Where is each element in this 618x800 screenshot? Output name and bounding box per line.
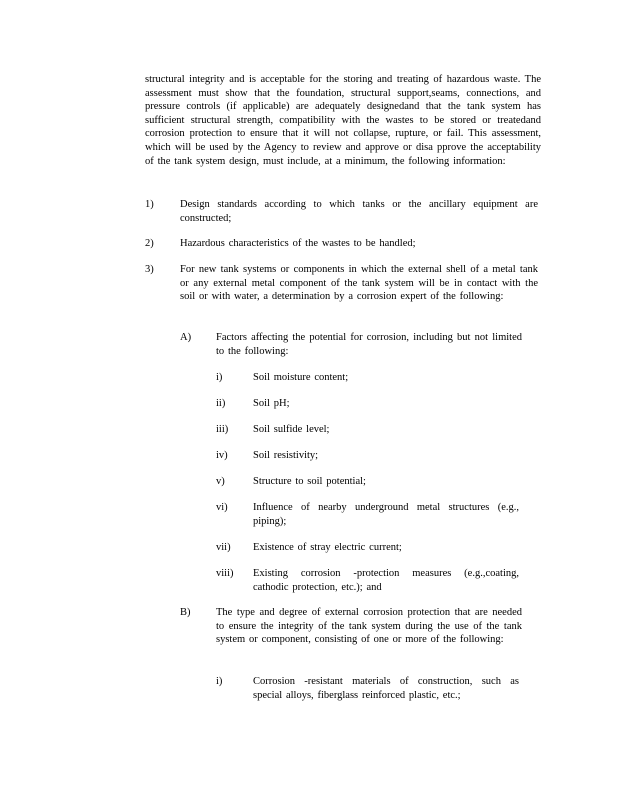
factor-vi-label: vi): [216, 502, 228, 513]
intro-paragraph: structural integrity and is acceptable for the storing and treating of hazardous waste. The assessment must show that the foundation, structural support,seams, connections, and pressure controls (if applicable) are adequately designedand that the tank system has sufficient structural strength, compatibility with the wastes to be stored or treatedand corrosion protection to ensure that it will not collapse, rupture, or fail. This assessment, which will be used by the Agency to review and approve or disa pprove the acceptability of the tank system design, must include, at a minimum, the following information:: [145, 74, 541, 167]
factor-iii-label: iii): [216, 424, 229, 435]
factor-i-label: i): [216, 372, 223, 383]
factor-viii-text: Existing corrosion -protection measures (e.g.,coating, cathodic protection, etc.); and: [253, 568, 519, 593]
factor-v-label: v): [216, 476, 225, 487]
factor-vii-label: vii): [216, 542, 231, 553]
factor-iv-label: iv): [216, 450, 228, 461]
item-2-label: 2): [145, 238, 154, 249]
item-3-label: 3): [145, 264, 154, 275]
item-3-text: For new tank systems or components in which the external shell of a metal tank or any external metal component of the tank system will be in contact with the soil or with water, a determination by a corrosion expert of the following:: [180, 264, 538, 303]
subitem-a-label: A): [180, 332, 192, 343]
factor-vi-text: Influence of nearby underground metal structures (e.g., piping);: [253, 502, 519, 527]
factor-ii-label: ii): [216, 398, 226, 409]
factor-iii-text: Soil sulfide level;: [253, 424, 330, 435]
protection-i-label: i): [216, 676, 223, 687]
factor-viii-label: viii): [216, 568, 234, 579]
factor-iv-text: Soil resistivity;: [253, 450, 319, 461]
item-1-text: Design standards according to which tanks or the ancillary equipment are constructed;: [180, 199, 538, 224]
factor-v-text: Structure to soil potential;: [253, 476, 366, 487]
subitem-b-label: B): [180, 607, 191, 618]
protection-i-text: Corrosion -resistant materials of construction, such as special alloys, fiberglass reinforced plastic, etc.;: [253, 676, 519, 701]
item-2-text: Hazardous characteristics of the wastes to be handled;: [180, 238, 416, 249]
subitem-b-text: The type and degree of external corrosion protection that are needed to ensure the integrity of the tank system during the use of the tank system or component, consisting of one or more of the following:: [216, 607, 522, 646]
item-1-label: 1): [145, 199, 154, 210]
factor-ii-text: Soil pH;: [253, 398, 290, 409]
factor-i-text: Soil moisture content;: [253, 372, 349, 383]
factor-vii-text: Existence of stray electric current;: [253, 542, 402, 553]
subitem-a-text: Factors affecting the potential for corrosion, including but not limited to the following:: [216, 332, 522, 357]
